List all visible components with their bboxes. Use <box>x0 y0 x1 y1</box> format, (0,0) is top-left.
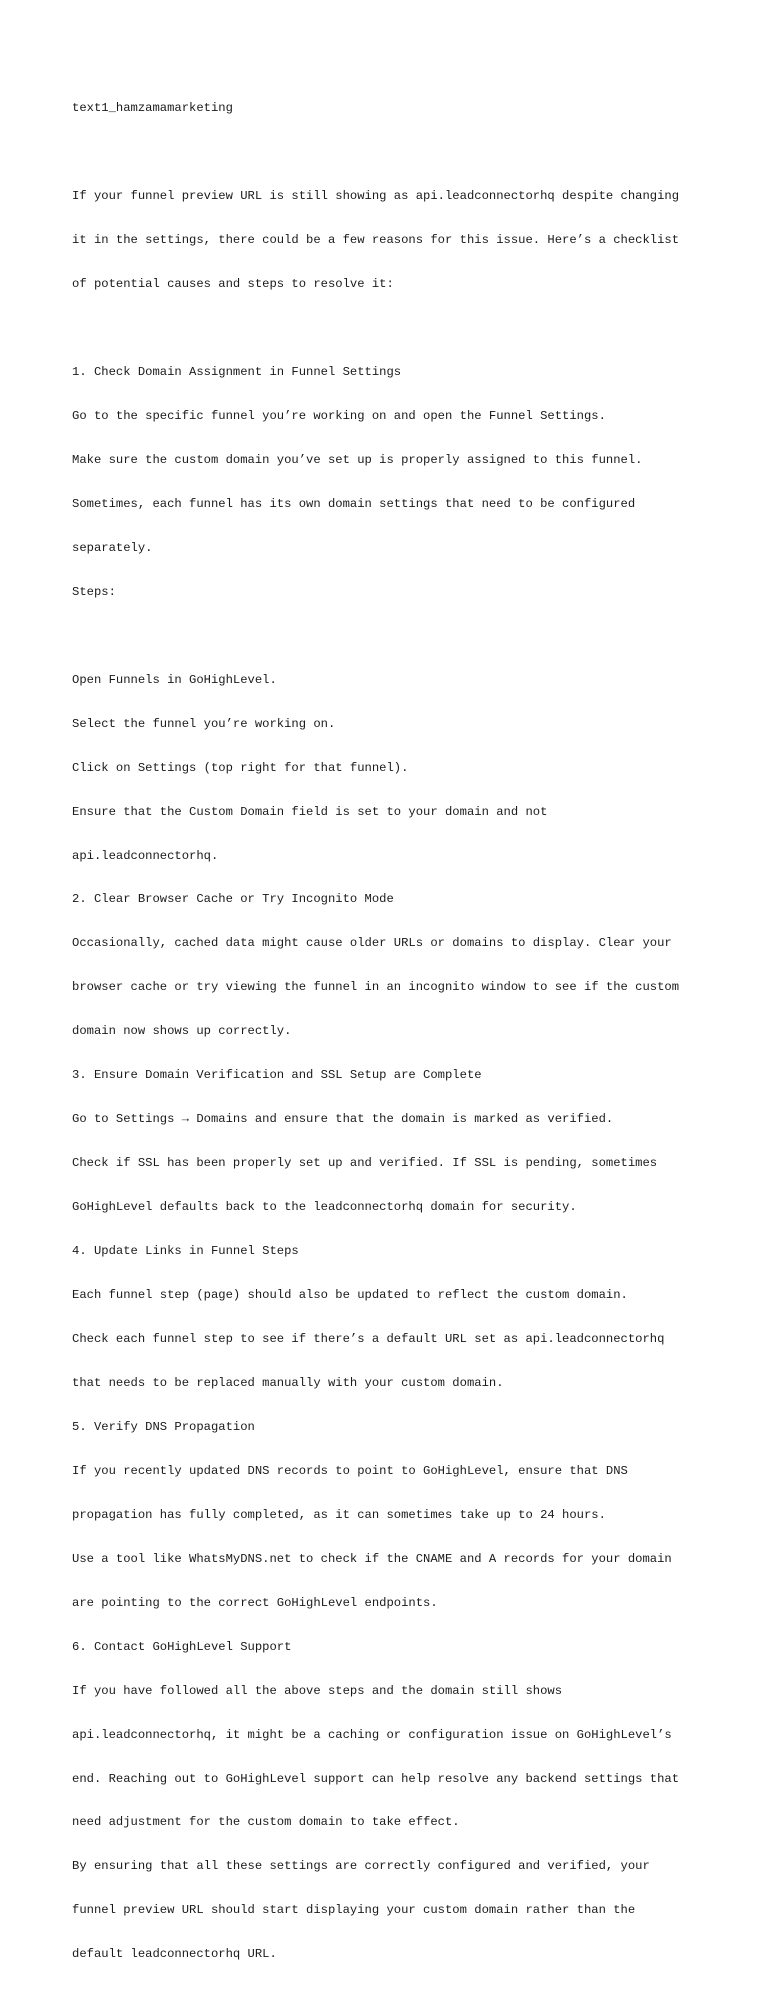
step-line: Select the funnel you’re working on. <box>72 716 336 731</box>
section-heading: 4. Update Links in Funnel Steps <box>72 1244 299 1259</box>
step-line: Open Funnels in GoHighLevel. <box>72 672 277 687</box>
body-line: browser cache or try viewing the funnel in an incognito window to see if the custom <box>72 980 680 995</box>
body-line: are pointing to the correct GoHighLevel endpoints. <box>72 1595 438 1610</box>
document-title: text1_hamzamamarketing <box>72 101 233 116</box>
body-line: If you recently updated DNS records to point to GoHighLevel, ensure that DNS <box>72 1463 628 1478</box>
body-line: Check if SSL has been properly set up and verified. If SSL is pending, sometimes <box>72 1156 658 1171</box>
section-heading: 2. Clear Browser Cache or Try Incognito Mode <box>72 892 394 907</box>
intro-line: of potential causes and steps to resolve it: <box>72 277 394 292</box>
section-heading: 6. Contact GoHighLevel Support <box>72 1639 292 1654</box>
body-line: GoHighLevel defaults back to the leadconnectorhq domain for security. <box>72 1200 577 1215</box>
section-heading: 5. Verify DNS Propagation <box>72 1419 255 1434</box>
body-line: Occasionally, cached data might cause older URLs or domains to display. Clear your <box>72 936 672 951</box>
body-line: If you have followed all the above steps and the domain still shows <box>72 1683 563 1698</box>
body-line: domain now shows up correctly. <box>72 1024 292 1039</box>
intro-line: If your funnel preview URL is still showing as api.leadconnectorhq despite changing <box>72 189 680 204</box>
step-line: Ensure that the Custom Domain field is set to your domain and not <box>72 804 548 819</box>
body-line: Check each funnel step to see if there’s a default URL set as api.leadconnectorhq <box>72 1332 665 1346</box>
conclusion-line: funnel preview URL should start displaying your custom domain rather than the <box>72 1903 636 1918</box>
body-line: Steps: <box>72 584 116 599</box>
section-heading: 1. Check Domain Assignment in Funnel Settings <box>72 365 402 380</box>
body-line: that needs to be replaced manually with your custom domain. <box>72 1375 504 1390</box>
document-body <box>72 72 712 1991</box>
body-line: Use a tool like WhatsMyDNS.net to check if the CNAME and A records for your domain <box>72 1551 672 1566</box>
body-line: Make sure the custom domain you’ve set up is properly assigned to this funnel. <box>72 452 643 467</box>
body-line: Each funnel step (page) should also be updated to reflect the custom domain. <box>72 1288 628 1303</box>
conclusion-line: By ensuring that all these settings are correctly configured and verified, your <box>72 1859 650 1874</box>
blank-line <box>72 321 712 336</box>
body-line: Go to Settings → Domains and ensure that the domain is marked as verified. <box>72 1112 614 1127</box>
body-line: Go to the specific funnel you’re working on and open the Funnel Settings. <box>72 408 606 423</box>
step-line: Click on Settings (top right for that funnel). <box>72 760 409 775</box>
body-line: end. Reaching out to GoHighLevel support can help resolve any backend settings that <box>72 1771 680 1786</box>
blank-line <box>72 629 712 644</box>
body-line: api.leadconnectorhq, it might be a caching or configuration issue on GoHighLevel’s <box>72 1727 672 1742</box>
step-line: api.leadconnectorhq. <box>72 848 219 863</box>
body-line: separately. <box>72 540 153 555</box>
blank-line <box>72 145 712 160</box>
intro-line: it in the settings, there could be a few reasons for this issue. Here’s a checklist <box>72 233 680 248</box>
body-line: need adjustment for the custom domain to take effect. <box>72 1815 460 1830</box>
conclusion-line: default leadconnectorhq URL. <box>72 1947 277 1962</box>
section-heading: 3. Ensure Domain Verification and SSL Setup are Complete <box>72 1068 482 1083</box>
body-line: Sometimes, each funnel has its own domain settings that need to be configured <box>72 496 636 511</box>
body-line: propagation has fully completed, as it can sometimes take up to 24 hours. <box>72 1507 606 1522</box>
